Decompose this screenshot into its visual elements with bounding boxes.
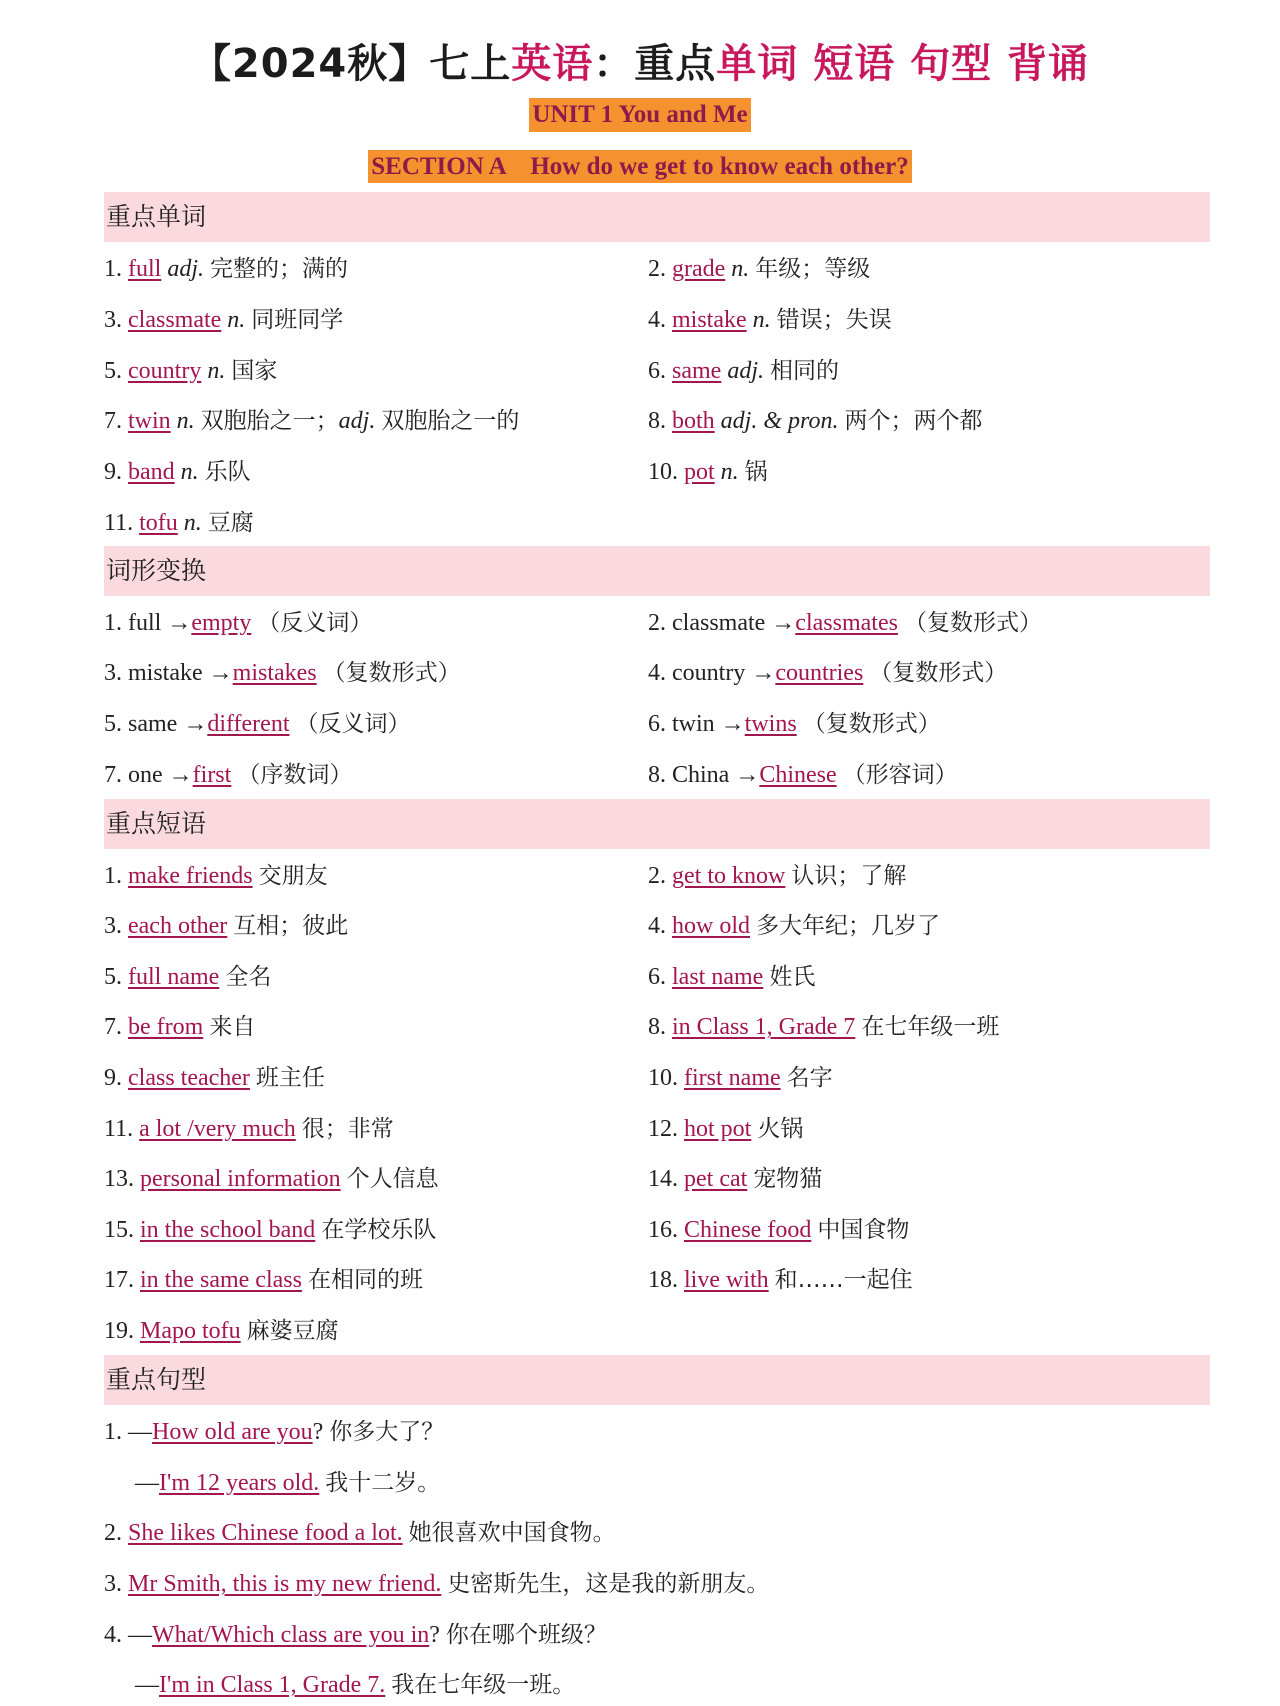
phrase-item: 14. pet cat 宠物猫 (648, 1166, 823, 1192)
phrase-item: 8. in Class 1, Grade 7 在七年级一班 (648, 1014, 1000, 1040)
word-item: 4. mistake n. 错误；失误 (648, 307, 892, 333)
phrase-item: 2. get to know 认识；了解 (648, 863, 907, 889)
word-item: 9. band n. 乐队 (104, 459, 251, 485)
form-item: 5. same →different （反义词） (104, 711, 411, 737)
form-item: 8. China →Chinese （形容词） (648, 762, 958, 788)
word-item: 7. twin n. 双胞胎之一；adj. 双胞胎之一的 (104, 408, 520, 434)
phrase-item: 7. be from 来自 (104, 1014, 256, 1040)
phrase-item: 15. in the school band 在学校乐队 (104, 1217, 437, 1243)
form-item: 6. twin →twins （复数形式） (648, 711, 941, 737)
phrase-item: 17. in the same class 在相同的班 (104, 1267, 423, 1293)
phrase-item: 16. Chinese food 中国食物 (648, 1217, 910, 1243)
form-item: 2. classmate →classmates （复数形式） (648, 610, 1042, 636)
phrase-item: 3. each other 互相；彼此 (104, 913, 349, 939)
sentence-item: 3. Mr Smith, this is my new friend. 史密斯先生，这是我的新朋友。 (104, 1571, 770, 1597)
phrase-item: 11. a lot /very much 很；非常 (104, 1116, 394, 1142)
word-item: 2. grade n. 年级；等级 (648, 256, 871, 282)
phrase-item: 4. how old 多大年纪；几岁了 (648, 913, 940, 939)
word-item: 11. tofu n. 豆腐 (104, 510, 254, 536)
sentences-heading: 重点句型 (104, 1355, 1210, 1405)
page-title (0, 32, 1280, 89)
sentence-item: 4. —What/Which class are you in? 你在哪个班级？ (104, 1622, 607, 1648)
phrase-item: 10. first name 名字 (648, 1065, 833, 1091)
title-part-2: 英语 (511, 41, 594, 87)
word-item: 1. full adj. 完整的；满的 (104, 256, 348, 282)
unit-label: UNIT 1 You and Me (529, 98, 750, 132)
phrases-heading: 重点短语 (104, 799, 1210, 849)
word-item: 5. country n. 国家 (104, 358, 278, 384)
form-item: 7. one →first （序数词） (104, 762, 353, 788)
sentence-item: 1. —How old are you? 你多大了？ (104, 1419, 445, 1445)
phrase-item: 19. Mapo tofu 麻婆豆腐 (104, 1318, 339, 1344)
phrase-item: 13. personal information 个人信息 (104, 1166, 439, 1192)
phrase-item: 5. full name 全名 (104, 964, 272, 990)
phrase-item: 6. last name 姓氏 (648, 964, 816, 990)
sentence-item: 2. She likes Chinese food a lot. 她很喜欢中国食物。 (104, 1520, 616, 1546)
title-part-3: ：重点 (593, 41, 717, 87)
title-part-1: 【2024秋】七上 (190, 41, 512, 87)
form-item: 3. mistake →mistakes （复数形式） (104, 660, 461, 686)
phrase-item: 9. class teacher 班主任 (104, 1065, 325, 1091)
sentence-item: —I'm 12 years old. 我十二岁。 (135, 1470, 441, 1496)
words-heading: 重点单词 (104, 192, 1210, 242)
word-item: 6. same adj. 相同的 (648, 358, 839, 384)
phrase-item: 12. hot pot 火锅 (648, 1116, 804, 1142)
phrase-item: 18. live with 和……一起住 (648, 1267, 913, 1293)
word-item: 10. pot n. 锅 (648, 459, 768, 485)
sentence-item: —I'm in Class 1, Grade 7. 我在七年级一班。 (135, 1672, 576, 1698)
word-item: 3. classmate n. 同班同学 (104, 307, 344, 333)
word-item: 8. both adj. & pron. 两个；两个都 (648, 408, 983, 434)
form-item: 1. full →empty （反义词） (104, 610, 373, 636)
section-label: SECTION A How do we get to know each other? (368, 150, 912, 183)
form-item: 4. country →countries （复数形式） (648, 660, 1008, 686)
title-part-4: 单词 短语 句型 背诵 (716, 41, 1090, 87)
phrase-item: 1. make friends 交朋友 (104, 863, 328, 889)
forms-heading: 词形变换 (104, 546, 1210, 596)
